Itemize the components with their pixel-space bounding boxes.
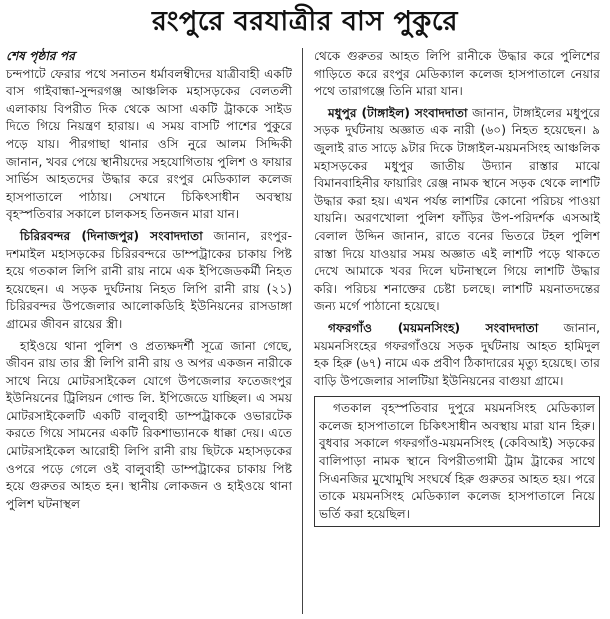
left-paragraph-2-body: জানান, রংপুর-দশমাইল মহাসড়কের চিরিরবন্দরে ডাম্পট্রাকের চাকায় পিষ্ট হয়ে গতকাল লিপি রানী রায় নামে এক ইপিজেডকর্মী নিহত হয়েছেন। এ সড়ক দুর্ঘটনায় নিহত লিপি রানী রায় (২১) চিরিরবন্দর উপজেলার আলোকডিহি ইউনিয়নের রাসডাঙ্গা গ্রামের জীবন রায়ের স্ত্রী। bbox=[6, 228, 292, 331]
left-paragraph-2 bbox=[6, 228, 292, 334]
right-paragraph-1: থেকে গুরুতর আহত লিপি রানীকে উদ্ধার করে পুলিশের গাড়িতে করে রংপুর মেডিক্যাল কলেজ হাসপাতালে নেয়ার পথে তারাগঞ্জে তিনি মারা যান। bbox=[314, 49, 600, 99]
left-paragraph-1: চন্দপাটে ফেরার পথে সনাতন ধর্মাবলম্বীদের যাত্রীবাহী একটি বাস গাইবান্ধা-সুন্দরগঞ্জ আঞ্চলিক মহাসড়কের বেলতলী এলাকায় বিপরীত দিক থেকে আসা একটি ট্রাককে সাইড দিতে গিয়ে নিয়ন্ত্রণ হারায়। এ সময় বাসটি পাশের পুকুরে পড়ে যায়। পীরগাছা থানার ওসি নুরে আলম সিদ্দিকী জানান, খবর পেয়ে স্থানীয়দের সহযোগিতায় পুলিশ ও ফায়ার সার্ভিস আহতদের উদ্ধার করে রংপুর মেডিক্যাল কলেজ হাসপাতালে পাঠায়। সেখানে চিকিৎসাধীন অবস্থায় বৃহস্পতিবার সকালে চালকসহ তিনজন মারা যান। bbox=[6, 66, 292, 222]
headline: রংপুরে বরযাত্রীর বাস পুকুরে bbox=[152, 6, 458, 37]
right-paragraph-2 bbox=[314, 105, 600, 316]
right-paragraph-4: গতকাল বৃহস্পতিবার দুপুরে ময়মনসিংহ মেডিক্যাল কলেজ হাসপাতালে চিকিৎসাধীন অবস্থায় মারা যান হিরু। বুধবার সকালে গফরগাঁও-ময়মনসিংহ (কেবিআই) সড়কের বালিপাড়া নামক স্থানে বিপরীতগামী ট্রাম ট্রাকের সাথে সিএনজির মুখোমুখি সংঘর্ষে হিরু গুরুতর আহত হয়। পরে তাকে ময়মনসিংহ মেডিক্যাল কলেজ হাসপাতালে নিয়ে ভর্তি করা হয়েছিল। bbox=[319, 401, 595, 521]
right-column bbox=[314, 48, 600, 527]
left-paragraph-3: হাইওয়ে থানা পুলিশ ও প্রত্যক্ষদর্শী সূত্রে জানা গেছে, জীবন রায় তার স্ত্রী লিপি রানী রায় ও অপর একজন নারীকে সাথে নিয়ে মোটরসাইকেল যোগে উপজেলার ফতেজংপুর ইউনিয়নের ট্রিলিয়ন গোল্ড লি. ইপিজেডে যাচ্ছিল। এ সময় মোটরসাইকেলটি একটি বালুবাহী ডাম্পট্রাককে ওভারটেক করতে গিয়ে সামনের একটি রিকশাভ্যানকে ধাক্কা দেয়। এতে মোটরসাইকেল আরোহী লিপি রানী রায় ছিটকে মহাসড়কের ওপরে পড়ে গেলে ওই বালুবাহী ডাম্পট্রাকের চাকায় পিষ্ট হয়ে গুরুতর আহত হন। স্থানীয় লোকজন ও হাইওয়ে থানা পুলিশ ঘটনাস্থল bbox=[6, 338, 292, 511]
left-column bbox=[6, 48, 292, 513]
column-divider bbox=[302, 48, 303, 614]
right-paragraph-3-body: জানান, ময়মনসিংহের গফরগাঁওয়ে সড়ক দুর্ঘটনায় আহত হামিদুল হক হিরু (৬৭) নামে এক প্রবীণ ঠিকাদারের মৃত্যু হয়েছে। তার বাড়ি উপজেলার সালটিয়া ইউনিয়নের বাগুয়া গ্রামে। bbox=[314, 320, 600, 388]
dateline-gafargaon: গফরগাঁও (ময়মনসিংহ) সংবাদদাতা bbox=[328, 320, 539, 335]
right-paragraph-2-body: জানান, টাঙ্গাইলের মধুপুরে সড়ক দুর্ঘটনায় অজ্ঞাত এক নারী (৬০) নিহত হয়েছেন। ৯ জুলাই রাত সাড়ে ৯টার দিকে টাঙ্গাইল-ময়মনসিংহ আঞ্চলিক মহাসড়কের মধুপুর জাতীয় উদ্যান রাস্তার মাঝে বিমানবাহিনীর ফায়ারিং রেঞ্জ নামক স্থানে সড়ক থেকে লাশটি উদ্ধার করা হয়। এখন পর্যন্ত লাশটির কোনো পরিচয় পাওয়া যায়নি। অরণখোলা পুলিশ ফাঁড়ির উপ-পরিদর্শক এসআই বেলাল উদ্দিন জানান, রাতে বনের ভিতরে টহল পুলিশ রাস্তা দিয়ে যাওয়ার সময় অজ্ঞাত এই লাশটি পড়ে থাকতে দেখে আমাকে খবর দিলে ঘটনাস্থলে গিয়ে লাশটি উদ্ধার করি। পরিচয় শনাক্তের চেষ্টা চলছে। লাশটি ময়নাতদন্তের জন্য মর্গে পাঠানো হয়েছে। bbox=[314, 105, 601, 314]
right-paragraph-3 bbox=[314, 320, 600, 390]
dateline-madhupur: মধুপুর (টাঙ্গাইল) সংবাদদাতা bbox=[328, 105, 468, 120]
dateline-chirirbandar: চিরিরবন্দর (দিনাজপুর) সংবাদদাতা bbox=[20, 228, 203, 243]
continuation-kicker: শেষ পৃষ্ঠার পর bbox=[6, 49, 75, 63]
boxed-paragraph bbox=[314, 396, 600, 527]
